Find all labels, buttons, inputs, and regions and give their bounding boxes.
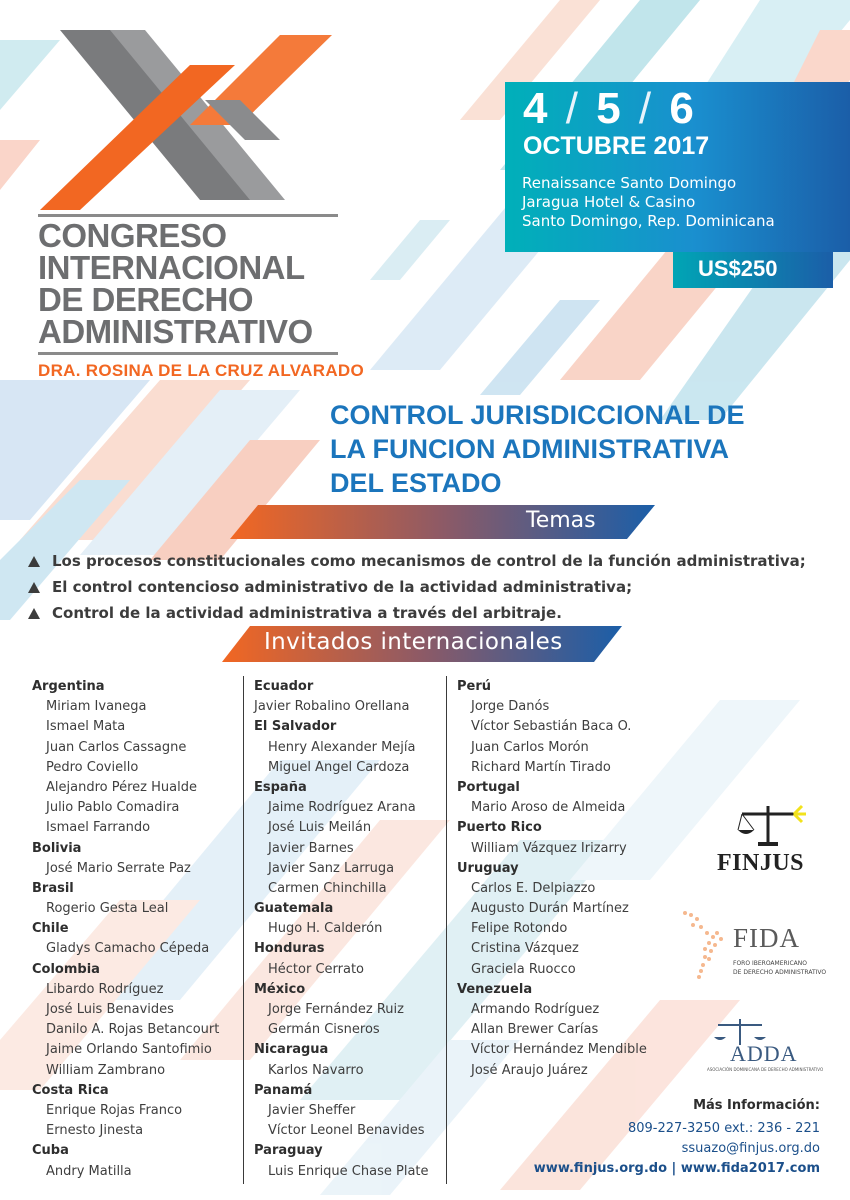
guest-name: Víctor Sebastián Baca O. <box>471 719 632 735</box>
congress-title-line: CONGRESO <box>38 217 227 254</box>
country-heading: Puerto Rico <box>457 820 542 836</box>
guest-name: Héctor Cerrato <box>268 961 365 977</box>
guest-name: Armando Rodríguez <box>471 1002 600 1017</box>
theme-line: CONTROL JURISDICCIONAL DE <box>330 400 745 430</box>
guest-name: Ismael Mata <box>46 719 126 735</box>
country-heading: Panamá <box>254 1082 313 1098</box>
congress-title <box>38 217 338 352</box>
contact-websites[interactable]: www.finjus.org.do | www.fida2017.com <box>533 1161 820 1176</box>
fida-logo <box>665 905 845 985</box>
adda-subtitle: ASOCIACIÓN DOMINICANA DE DERECHO ADMINISTRATIVO <box>707 1067 824 1072</box>
column-divider <box>243 676 244 1184</box>
contact-info <box>530 1097 820 1179</box>
congress-title-block <box>38 214 364 381</box>
topics-heading: Temas <box>526 508 596 533</box>
guest-name: Graciela Ruocco <box>471 961 576 977</box>
guest-name: Javier Sheffer <box>268 1102 356 1118</box>
country-heading: Nicaragua <box>254 1042 329 1058</box>
guest-name: Pedro Coviello <box>46 759 139 775</box>
price-badge <box>673 252 833 288</box>
guest-name: Jorge Fernández Ruiz <box>268 1002 404 1017</box>
fida-subtitle: DE DERECHO ADMINISTRATIVO <box>733 969 827 976</box>
guest-name: José Luis Meilán <box>268 820 372 836</box>
latin-america-map-icon <box>665 905 735 985</box>
country-heading: Costa Rica <box>32 1082 109 1098</box>
day-separator: / <box>638 84 655 133</box>
event-day: 5 <box>596 84 624 133</box>
topics-list <box>20 548 850 626</box>
xv-logo-mark <box>40 10 340 210</box>
venue-line: Santo Domingo, Rep. Dominicana <box>522 212 775 230</box>
registration-price: US$250 <box>698 256 778 281</box>
fida-name: FIDA <box>733 923 801 953</box>
guests-column <box>254 677 439 1182</box>
contact-phone: 809-227-3250 ext.: 236 - 221 <box>627 1121 820 1136</box>
guest-name: William Vázquez Irizarry <box>471 840 627 856</box>
country-heading: Ecuador <box>254 679 314 694</box>
country-heading: Chile <box>32 921 69 937</box>
guest-name: William Zambrano <box>46 1062 166 1078</box>
guest-name: Carmen Chinchilla <box>268 880 387 896</box>
theme-line: DEL ESTADO <box>330 468 502 498</box>
stripe <box>480 300 600 395</box>
country-heading: España <box>254 779 307 795</box>
guest-name: Miriam Ivanega <box>46 699 147 715</box>
country-heading: Uruguay <box>457 860 519 876</box>
event-date-box <box>505 82 850 252</box>
guest-name: Hugo H. Calderón <box>268 921 383 937</box>
topic-item <box>20 574 850 600</box>
topic-text: Control de la actividad administrativa a través del arbitraje. <box>52 604 562 622</box>
venue-line: Renaissance Santo Domingo <box>522 174 737 192</box>
event-day: 4 <box>523 84 551 133</box>
guest-name: Juan Carlos Morón <box>471 739 589 755</box>
guest-name: Germán Cisneros <box>268 1022 380 1038</box>
guest-name: Henry Alexander Mejía <box>268 739 416 755</box>
adda-name: ADDA <box>730 1041 798 1066</box>
guest-name: Jaime Orlando Santofimio <box>46 1042 212 1058</box>
scales-of-justice-icon <box>730 800 810 850</box>
contact-heading: Más Información: <box>693 1098 820 1113</box>
guests-banner <box>222 626 622 662</box>
guests-column <box>457 677 657 1081</box>
guest-name: Carlos E. Delpiazzo <box>471 880 596 896</box>
guest-name: Andry Matilla <box>46 1163 132 1179</box>
country-heading: Paraguay <box>254 1143 323 1159</box>
guest-name: Danilo A. Rojas Betancourt <box>46 1022 220 1038</box>
country-heading: México <box>254 981 306 997</box>
bullet-triangle-icon <box>28 582 40 593</box>
stripe <box>0 140 40 190</box>
guests-heading: Invitados internacionales <box>264 629 563 655</box>
guest-name: Cristina Vázquez <box>471 941 579 957</box>
country-heading: Argentina <box>32 679 105 694</box>
topic-text: El control contencioso administrativo de la actividad administrativa; <box>52 578 633 596</box>
event-month-year: OCTUBRE 2017 <box>523 132 710 160</box>
adda-logo <box>705 1015 824 1075</box>
guest-name: Augusto Durán Martínez <box>471 901 629 917</box>
guest-name: José Araujo Juárez <box>471 1062 588 1078</box>
stripe <box>370 220 450 280</box>
bullet-triangle-icon <box>28 556 40 567</box>
guest-name: Jorge Danós <box>471 699 550 715</box>
topic-item <box>20 548 850 574</box>
guest-name: Alejandro Pérez Hualde <box>46 779 197 795</box>
contact-email[interactable]: ssuazo@finjus.org.do <box>681 1141 820 1156</box>
guest-name: Gladys Camacho Cépeda <box>46 941 210 957</box>
guest-name: Enrique Rojas Franco <box>46 1102 183 1118</box>
guest-name: Javier Sanz Larruga <box>268 860 395 876</box>
country-heading: Cuba <box>32 1143 69 1159</box>
guest-name: Jaime Rodríguez Arana <box>268 800 416 816</box>
guest-name: Javier Robalino Orellana <box>254 699 410 715</box>
day-separator: / <box>565 84 581 133</box>
country-heading: El Salvador <box>254 719 337 735</box>
guest-name: Ismael Farrando <box>46 820 151 836</box>
country-heading: Bolivia <box>32 840 82 856</box>
event-day: 6 <box>669 84 697 133</box>
guest-name: José Luis Benavides <box>46 1002 174 1017</box>
congress-title-line: ADMINISTRATIVO <box>38 313 313 350</box>
column-divider <box>446 676 447 1184</box>
guest-name: Mario Aroso de Almeida <box>471 800 626 816</box>
guest-name: Víctor Leonel Benavides <box>268 1123 425 1139</box>
congress-title-line: DE DERECHO <box>38 281 254 318</box>
topic-item <box>20 600 850 626</box>
topics-banner <box>230 505 655 539</box>
guests-column <box>32 677 237 1182</box>
guest-name: Javier Barnes <box>268 840 354 856</box>
title-rule-bottom <box>38 352 338 355</box>
guest-name: Richard Martín Tirado <box>471 759 611 775</box>
country-heading: Colombia <box>32 961 100 977</box>
country-heading: Guatemala <box>254 901 334 917</box>
guest-name: Allan Brewer Carías <box>471 1022 599 1038</box>
guest-name: Julio Pablo Comadira <box>46 800 180 816</box>
event-days <box>523 84 697 134</box>
country-heading: Venezuela <box>457 981 533 997</box>
guest-name: Víctor Hernández Mendible <box>471 1042 647 1058</box>
venue-line: Jaragua Hotel & Casino <box>522 193 696 211</box>
guest-name: Miguel Angel Cardoza <box>268 759 410 775</box>
guest-name: Felipe Rotondo <box>471 921 568 937</box>
main-theme <box>330 398 840 500</box>
finjus-logo <box>712 800 822 880</box>
bullet-triangle-icon <box>28 608 40 619</box>
country-heading: Honduras <box>254 941 325 957</box>
honoree-name: DRA. ROSINA DE LA CRUZ ALVARADO <box>38 361 364 380</box>
congress-title-line: INTERNACIONAL <box>38 249 305 286</box>
finjus-name: FINJUS <box>717 850 805 876</box>
theme-line: LA FUNCION ADMINISTRATIVA <box>330 434 729 464</box>
guest-name: Luis Enrique Chase Plate <box>268 1163 429 1179</box>
guest-name: Karlos Navarro <box>268 1062 364 1078</box>
country-heading: Perú <box>457 679 492 694</box>
guest-name: Ernesto Jinesta <box>46 1123 144 1139</box>
guest-name: Libardo Rodríguez <box>46 981 164 997</box>
topic-text: Los procesos constitucionales como mecanismos de control de la función administrativa; <box>52 552 806 570</box>
country-heading: Portugal <box>457 779 520 795</box>
guest-name: José Mario Serrate Paz <box>46 860 191 876</box>
guest-name: Rogerio Gesta Leal <box>46 901 169 917</box>
guest-name: Juan Carlos Cassagne <box>46 739 187 755</box>
country-heading: Brasil <box>32 880 74 896</box>
fida-subtitle: FORO IBEROAMERICANO <box>733 960 807 967</box>
